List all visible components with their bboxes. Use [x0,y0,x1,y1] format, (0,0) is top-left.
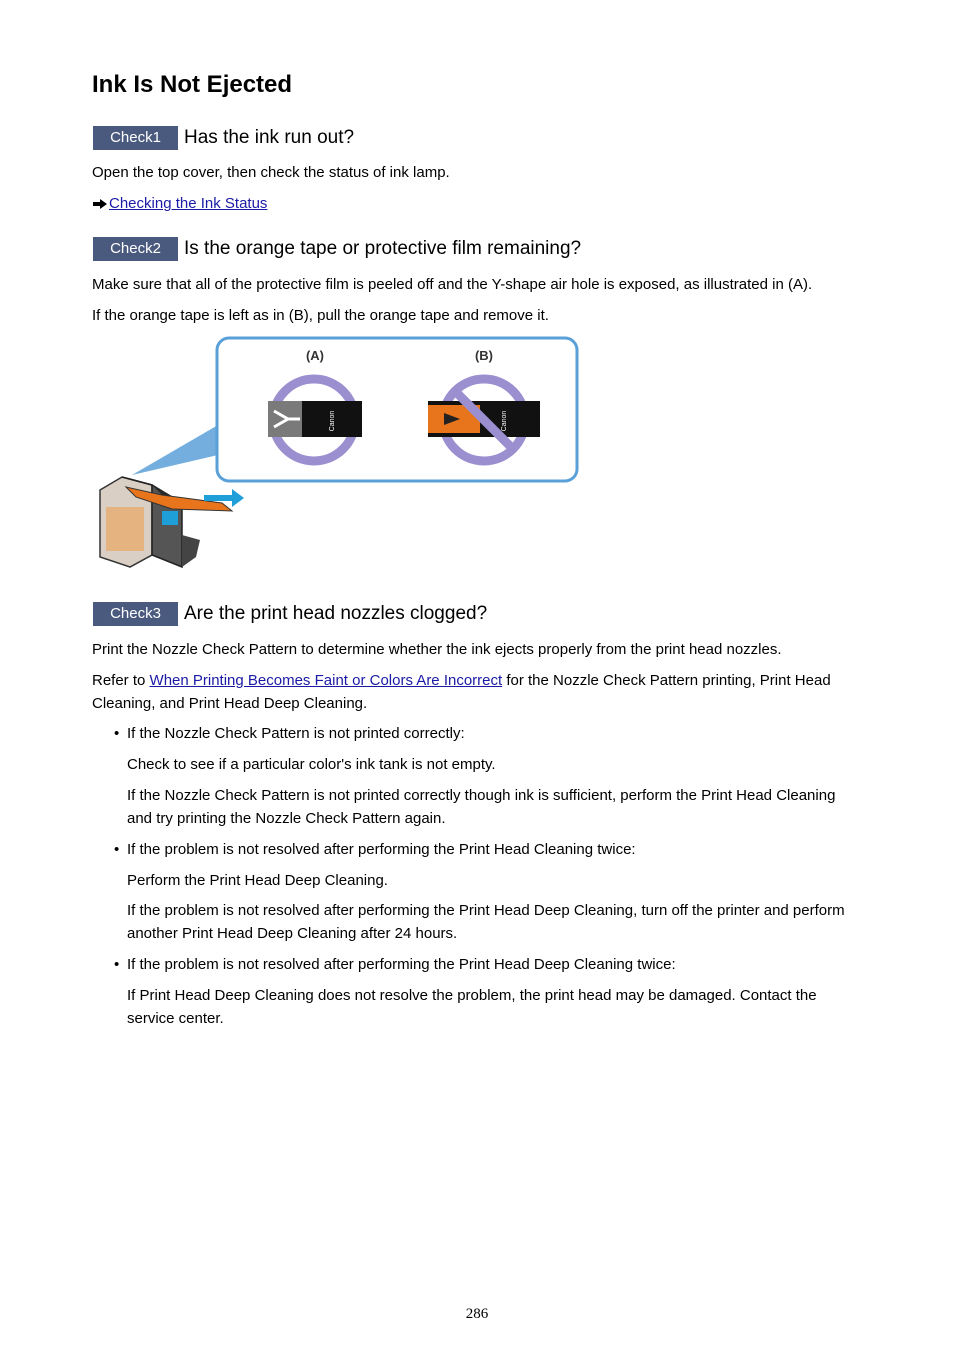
check1-text: Open the top cover, then check the status of ink lamp. [92,164,450,181]
bullet-icon: • [114,725,120,742]
list-item [114,722,862,745]
page-number: 286 [465,1306,489,1322]
check3-badge: Check3 [93,602,178,626]
check3-heading: Are the print head nozzles clogged? [184,603,488,624]
faint-colors-incorrect-link[interactable]: When Printing Becomes Faint or Colors Are Incorrect [149,672,503,689]
check3-header [93,602,487,626]
list-item [114,838,862,861]
checking-ink-status-link[interactable]: Checking the Ink Status [109,195,268,212]
list-item [114,953,862,976]
check1-reference [92,192,267,215]
bullet-3-sub-1: If Print Head Deep Cleaning does not resolve the problem, the print head may be damaged. Contact the service center. [127,987,817,1027]
brand-mark-a: Canon [329,410,336,432]
check2-heading: Is the orange tape or protective film remaining? [184,238,582,259]
bullet-2-sub-1: Perform the Print Head Deep Cleaning. [127,872,388,889]
check2-text-2: If the orange tape is left as in (B), pull the orange tape and remove it. [92,307,549,324]
page-title: Ink Is Not Ejected [92,71,293,98]
brand-mark-b: Canon [501,410,508,432]
bullet-icon: • [114,956,120,973]
check2-badge: Check2 [93,237,178,261]
check3-text-2-prefix: Refer to [92,672,150,689]
check1-heading: Has the ink run out? [184,127,355,148]
check2-header [93,237,581,261]
figure-label-b: (B) [474,348,494,363]
check3-text-2 [92,669,862,715]
check3-text-1: Print the Nozzle Check Pattern to determine whether the ink ejects properly from the print head nozzles. [92,641,782,658]
bullet-1-lead: If the Nozzle Check Pattern is not printed correctly: [127,725,465,742]
bullet-1-sub-2: If the Nozzle Check Pattern is not printed correctly though ink is sufficient, perform the Print Head Cleaning and try printing the Nozzle Check Pattern again. [127,787,836,827]
bullet-2-lead: If the problem is not resolved after performing the Print Head Cleaning twice: [127,841,636,858]
ink-tank-tape-illustration [92,335,582,575]
figure-label-a: (A) [305,348,325,363]
bullet-3-lead: If the problem is not resolved after performing the Print Head Deep Cleaning twice: [127,956,676,973]
check2-text-1: Make sure that all of the protective film is peeled off and the Y-shape air hole is exposed, as illustrated in (A). [92,276,813,293]
bullet-icon: • [114,841,120,858]
check1-badge: Check1 [93,126,178,150]
ink-tank-icon [100,477,244,567]
bullet-1-sub-1: Check to see if a particular color's ink tank is not empty. [127,756,496,773]
check1-header [93,126,354,150]
bullet-2-sub-2: If the problem is not resolved after performing the Print Head Deep Cleaning, turn off the printer and perform another Print Head Deep Cleaning after 24 hours. [127,902,845,942]
callout-beam [132,425,218,475]
right-arrow-icon [92,198,108,210]
check3-text-2-suffix: for the Nozzle Check Pattern printing, Print Head Cleaning, and Print Head Deep Cleaning. [92,672,831,712]
